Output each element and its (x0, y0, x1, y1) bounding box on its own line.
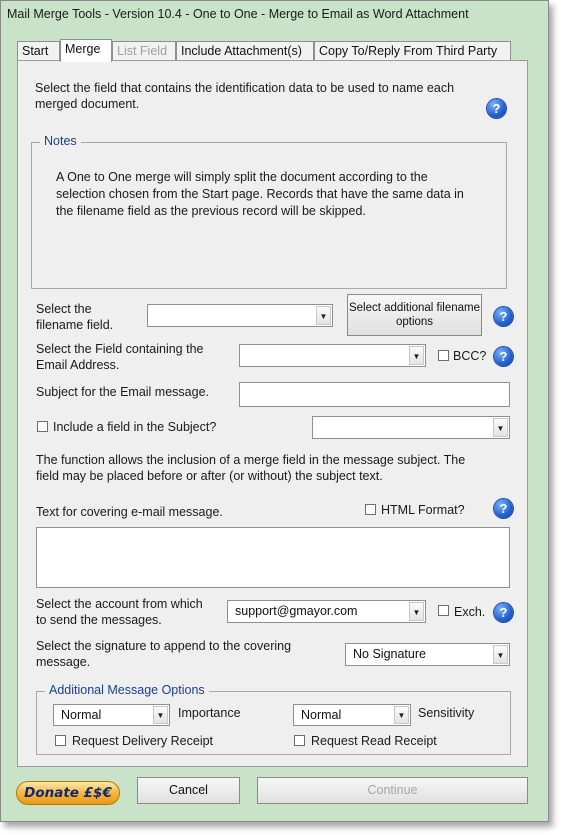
tab-list-field[interactable]: List Field (112, 41, 176, 61)
account-label-line-1: Select the account from which (36, 597, 203, 611)
read-receipt-label: Request Read Receipt (311, 734, 437, 748)
notes-frame (31, 134, 507, 289)
continue-button[interactable]: Continue (257, 777, 528, 804)
subject-input[interactable] (239, 382, 510, 407)
email-field-select[interactable] (239, 344, 426, 367)
filename-field-select[interactable] (147, 304, 333, 327)
chevron-down-icon[interactable]: ▼ (493, 418, 508, 437)
donate-button[interactable]: Donate £$€ (16, 781, 120, 805)
filename-field-label-line-1: Select the (36, 302, 92, 316)
chevron-down-icon[interactable]: ▼ (409, 346, 424, 365)
email-field-label-line-1: Select the Field containing the (36, 342, 204, 356)
tab-merge[interactable]: Merge (60, 39, 112, 62)
subject-field-select[interactable] (312, 416, 510, 439)
help-icon[interactable]: ? (487, 99, 506, 118)
additional-message-options-frame (36, 683, 511, 755)
sensitivity-label: Sensitivity (418, 706, 475, 720)
account-value: support@gmayor.com (235, 604, 358, 618)
html-format-checkbox[interactable] (365, 504, 376, 515)
subject-explanation-line-1: The function allows the inclusion of a merge field in the message subject. The (36, 453, 466, 467)
chevron-down-icon[interactable]: ▼ (409, 602, 424, 621)
signature-label-line-1: Select the signature to append to the covering (36, 639, 292, 653)
signature-label-line-2: message. (36, 655, 91, 669)
chevron-down-icon[interactable]: ▼ (493, 645, 508, 664)
signature-select[interactable] (345, 643, 510, 666)
notes-text-line-1: A One to One merge will simply split the document according to the (56, 170, 428, 184)
merge-tab-panel (17, 60, 528, 767)
include-subject-field-checkbox[interactable] (37, 421, 48, 432)
cancel-button[interactable]: Cancel (137, 777, 240, 804)
account-label-line-2: to send the messages. (36, 613, 162, 627)
signature-value: No Signature (353, 647, 426, 661)
chevron-down-icon[interactable]: ▼ (316, 306, 331, 325)
include-subject-field-label: Include a field in the Subject? (53, 420, 217, 434)
exch-label: Exch. (454, 605, 486, 619)
email-field-label-line-2: Email Address. (36, 358, 120, 372)
chevron-down-icon[interactable]: ▼ (153, 706, 168, 724)
importance-value: Normal (61, 708, 102, 722)
read-receipt-checkbox[interactable] (294, 735, 305, 746)
tab-start[interactable]: Start (17, 41, 60, 61)
delivery-receipt-label: Request Delivery Receipt (72, 734, 214, 748)
help-icon[interactable]: ? (494, 603, 513, 622)
additional-options-legend: Additional Message Options (45, 683, 209, 697)
importance-select[interactable] (53, 704, 170, 726)
sensitivity-value: Normal (301, 708, 342, 722)
importance-label: Importance (178, 706, 241, 720)
extra-button-label-line-1: Select additional filename (348, 302, 481, 314)
subject-explanation-line-2: field may be placed before or after (or without) the subject text. (36, 469, 383, 483)
covering-message-label: Text for covering e-mail message. (36, 505, 223, 519)
bcc-checkbox[interactable] (438, 350, 449, 361)
intro-text-line-1: Select the field that contains the identification data to be used to name each (35, 81, 455, 95)
subject-label: Subject for the Email message. (36, 385, 209, 399)
account-select[interactable] (227, 600, 426, 623)
help-icon[interactable]: ? (494, 347, 513, 366)
notes-text-line-3: the filename field as the previous record will be skipped. (56, 204, 366, 218)
covering-message-textarea[interactable] (36, 527, 510, 588)
notes-text-line-2: selection chosen from the Start page. Records that have the same data in (56, 187, 464, 201)
tab-copy-to-reply-from-third-party[interactable]: Copy To/Reply From Third Party (314, 41, 511, 61)
delivery-receipt-checkbox[interactable] (55, 735, 66, 746)
intro-text-line-2: merged document. (35, 97, 140, 111)
help-icon[interactable]: ? (494, 499, 513, 518)
extra-button-label-line-2: options (395, 316, 434, 328)
help-icon[interactable]: ? (494, 307, 513, 326)
tab-include-attachments[interactable]: Include Attachment(s) (176, 41, 314, 61)
html-format-label: HTML Format? (381, 503, 465, 517)
notes-legend: Notes (40, 134, 81, 148)
window-title: Mail Merge Tools - Version 10.4 - One to One - Merge to Email as Word Attachment (7, 7, 469, 21)
bcc-label: BCC? (453, 349, 487, 363)
exch-checkbox[interactable] (438, 605, 449, 616)
select-additional-filename-options-button[interactable] (347, 294, 482, 336)
sensitivity-select[interactable] (293, 704, 411, 726)
chevron-down-icon[interactable]: ▼ (394, 706, 409, 724)
filename-field-label-line-2: filename field. (36, 318, 114, 332)
